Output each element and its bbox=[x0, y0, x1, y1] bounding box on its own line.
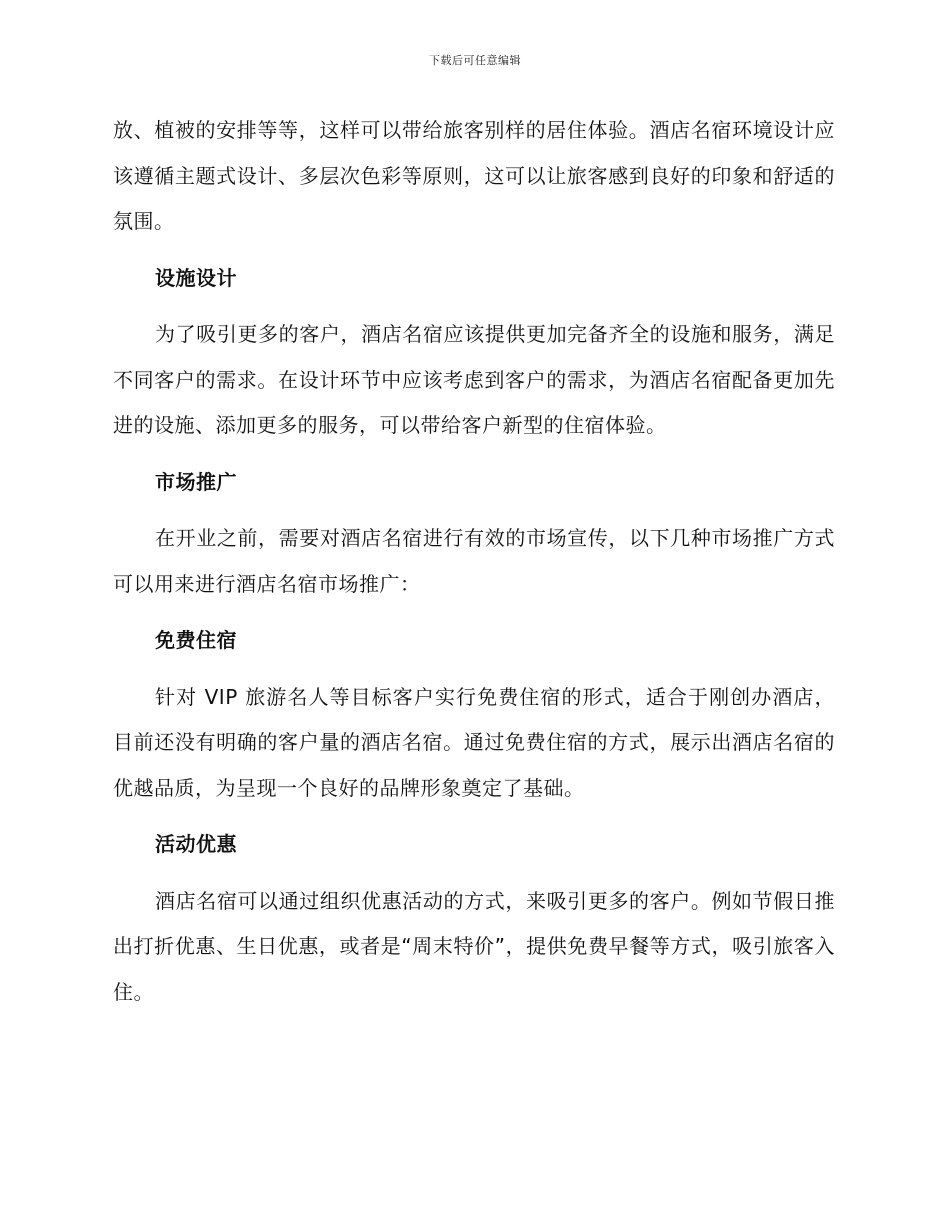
spacer bbox=[113, 664, 835, 675]
document-body bbox=[113, 108, 835, 1015]
spacer bbox=[113, 245, 835, 256]
facilities-paragraph: 为了吸引更多的客户，酒店名宿应该提供更加完备齐全的设施和服务，满足不同客户的需求。在设计环节中应该考虑到客户的需求，为酒店名宿配备更加先进的设施、添加更多的服务，可以带给客户新型的住宿体验。 bbox=[113, 322, 835, 437]
facilities-heading: 设施设计 bbox=[155, 265, 237, 290]
marketing-heading: 市场推广 bbox=[155, 469, 237, 494]
spacer bbox=[113, 449, 835, 460]
spacer bbox=[113, 505, 835, 516]
spacer bbox=[113, 868, 835, 879]
free-stay-heading: 免费住宿 bbox=[155, 628, 237, 652]
spacer bbox=[113, 301, 835, 312]
free-stay-paragraph: 针对 VIP 旅游名人等目标客户实行免费住宿的形式，适合于刚创办酒店，目前还没有明确的客户量的酒店名宿。通过免费住宿的方式，展示出酒店名宿的优越品质，为呈现一个良好的品牌形象奠定了基础。 bbox=[113, 684, 835, 800]
spacer bbox=[113, 811, 835, 822]
promotions-heading: 活动优惠 bbox=[155, 832, 237, 856]
spacer bbox=[113, 607, 835, 618]
marketing-paragraph: 在开业之前，需要对酒店名宿进行有效的市场宣传，以下几种市场推广方式可以用来进行酒店名宿市场推广： bbox=[113, 526, 835, 596]
intro-paragraph: 放、植被的安排等等，这样可以带给旅客别样的居住体验。酒店名宿环境设计应该遵循主题式设计、多层次色彩等原则，这可以让旅客感到良好的印象和舒适的氛围。 bbox=[113, 118, 835, 233]
header-note: 下载后可任意编辑 bbox=[429, 54, 521, 67]
promotions-paragraph: 酒店名宿可以通过组织优惠活动的方式，来吸引更多的客户。例如节假日推出打折优惠、生日优惠，或者是“周末特价”，提供免费早餐等方式，吸引旅客入住。 bbox=[113, 888, 835, 1004]
